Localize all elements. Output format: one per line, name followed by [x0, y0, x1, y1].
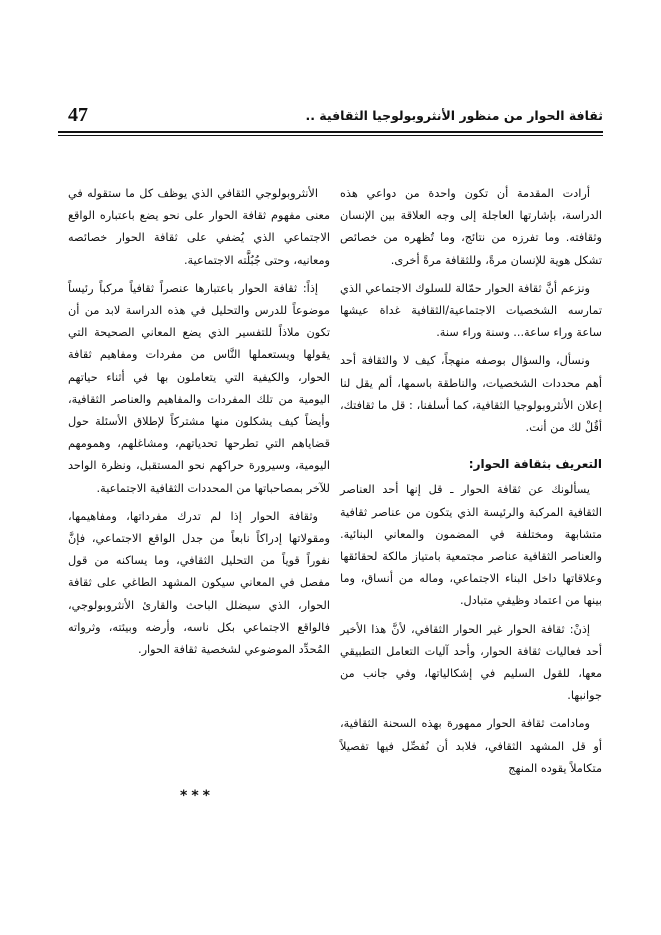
paragraph: إذاً: ثقافة الحوار باعتبارها عنصراً ثقافياً مركباً رئيساً موضوعاً للدرس والتحليل في هذه الدراسة لابد من أن تكون ملاذاً للتفسير الذي يضع المعاني الصحيحة التي يقولها ويستعملها النَّاس من مفردات ومفاهيم ثقافة الحوار، والكيفية التي يتعاملون بها في أثناء حياتهم اليومية من تلك المفردات والمفاهيم والعناصر الثقافية، وأيضاً كيف يشكلون منها مشتركاً لإطلاق الأسئلة حول قضاياهم التي تطرحها تحدياتهم، ومشاغلهم، وهمومهم اليومية، وسيرورة حراكهم نحو المستقبل، ونظرة الواحد للآخر بمصاحباتها من المحددات الثقافية الاجتماعية. [68, 281, 330, 495]
paragraph: ونزعم أنَّ ثقافة الحوار حمّالة للسلوك الاجتماعي الذي تمارسه الشخصيات الاجتماعية/الثقافية غداة عيشها ساعة وراء ساعة... وسنة وراء سنة. [340, 281, 602, 340]
page-number: 47 [68, 104, 88, 126]
paragraph: الأنثروبولوجي الثقافي الذي يوظف كل ما ستقوله في معنى مفهوم ثقافة الحوار على نحو يضع باعتباره الواقع الاجتماعي الذي يُضفي على ثقافة الحوار خصائصه ومعانيه، وحتى جُبُلَّته الاجتماعية. [68, 187, 330, 267]
header-rule [58, 131, 603, 133]
paragraph: وثقافة الحوار إذا لم تدرك مفرداتها، ومفاهيمها، ومقولاتها إدراكاً نابعاً من جدل الواقع الاجتماعي، فإنَّ نفوراً قوياً من التحليل الثقافي، وما يساكنه من قول مفصل في المعاني سيكون المشهد الطاغي على ثقافة الحوار، الذي سيضلل الباحث والقارئ الأنثروبولوجي، فالواقع الاجتماعي بكل ناسه، وأرضه وبيئته، وثرواته المُحدِّد الموضوعي لشخصية ثقافة الحوار. [68, 509, 330, 657]
header-rule-thin [58, 135, 603, 136]
paragraph: يسألونك عن ثقافة الحوار ـ قل إنها أحد العناصر الثقافية المركبة والرئيسة الذي يتكون من عناصر ثقافية متشابهة ومختلفة في المضمون والمعاني البنائية. والعناصر الثقافية عناصر مجتمعية بامتياز مالكة لحقائقها وعلاقاتها داخل البناء الاجتماعي، وماله من أنساق، وما بينها من اعتماد وظيفي متبادل. [340, 483, 602, 608]
right-column [340, 183, 602, 786]
page-header [58, 98, 603, 142]
paragraph: ومادامت ثقافة الحوار ممهورة بهذه السحنة الثقافية، أو قل المشهد الثقافي، فلابد أن نُفصِّل فيها تفصيلاً متكاملاً يقوده المنهج [340, 717, 602, 775]
end-ornament: *** [180, 788, 214, 804]
section-heading: التعريف بثقافة الحوار: [468, 457, 602, 472]
paragraph: ونسأل، والسؤال بوصفه منهجاً، كيف لا والثقافة أحد أهم محددات الشخصيات، والناطقة باسمها، ألم يقل لنا إعلان الأنثروبولوجيا الثقافية، كما أسلفنا، : قل ما ثقافتك، أقُلْ لك من أنت. [340, 354, 602, 435]
paragraph: أرادت المقدمة أن تكون واحدة من دواعي هذه الدراسة، بإشارتها العاجلة إلى وجه العلاقة بين الإنسان وثقافته. وما تفرزه من نتائج، وما تُظهره من خصائص تشكل هوية للإنسان مرةً، وللثقافة مرةً أخرى. [340, 187, 602, 267]
paragraph: إذنْ: ثقافة الحوار غير الحوار الثقافي، لأنَّ هذا الأخير أحد فعاليات ثقافة الحوار، وأحد آليات التعامل التطبيقي معها، للقول السليم في إشكالياتها، وفي جانب من جوانبها. [340, 622, 602, 703]
running-title: ثقافة الحوار من منظور الأنثروبولوجيا الثقافية .. [305, 108, 603, 123]
left-column [68, 183, 330, 667]
